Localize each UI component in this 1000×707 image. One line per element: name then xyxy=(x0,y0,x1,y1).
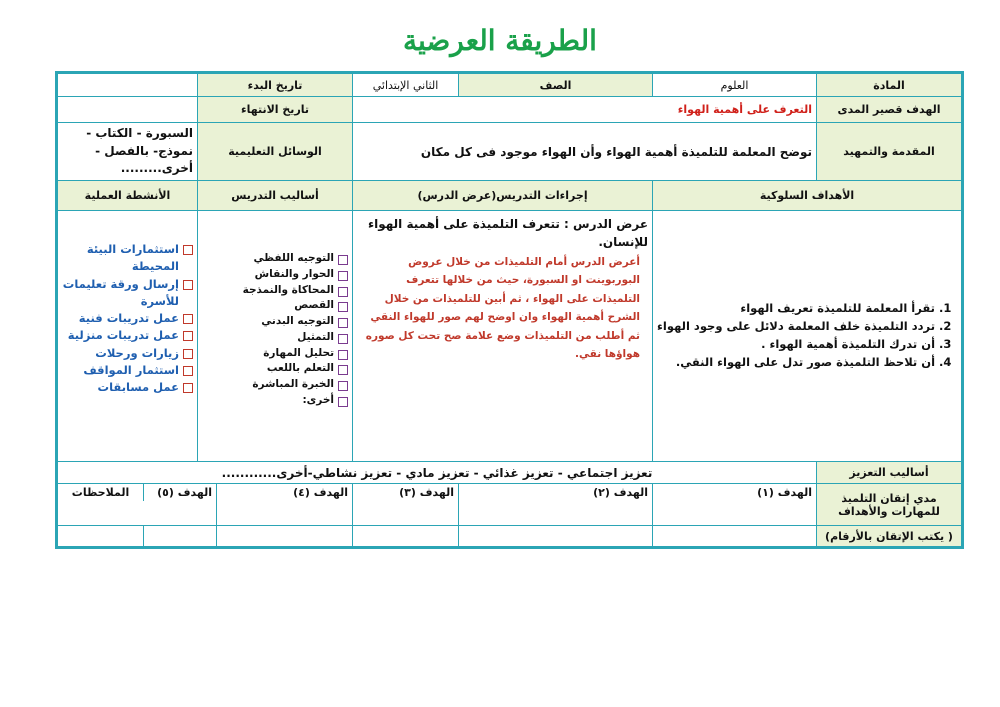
method-item[interactable]: المحاكاة والنمذجة xyxy=(202,283,348,299)
behavioral-goals-list xyxy=(657,300,957,371)
mastery-goal-4: الهدف (٤) xyxy=(217,484,353,526)
checkbox-icon[interactable] xyxy=(338,381,348,391)
methods-list xyxy=(202,251,348,409)
short-goal-value: التعرف على أهمية الهواء xyxy=(353,97,817,123)
methods-cell xyxy=(198,211,353,462)
checkbox-icon[interactable] xyxy=(338,302,348,312)
lesson-plan-table xyxy=(55,71,964,549)
checkbox-icon[interactable] xyxy=(338,397,348,407)
mastery-goal-5: الهدف (٥) xyxy=(143,484,216,501)
mastery-footer: ( يكتب الإتقان بالأرقام) xyxy=(817,526,963,548)
checkbox-icon[interactable] xyxy=(338,350,348,360)
goal-item: 4. أن تلاحظ التلميذة صور تدل على الهواء النقي. xyxy=(657,354,935,372)
mastery-cell[interactable] xyxy=(57,526,217,548)
end-date-label: تاريخ الانتهاء xyxy=(198,97,353,123)
goal-item: 2. تردد التلميذة خلف المعلمة دلائل على وجود الهواء xyxy=(657,318,935,336)
mastery-label: مدي إتقان التلميذ للمهارات والأهداف xyxy=(817,484,963,526)
intro-value: توضح المعلمة للتلميذة أهمية الهواء وأن الهواء موجود فى كل مكان xyxy=(353,123,817,181)
behavioral-goals-header: الأهداف السلوكية xyxy=(653,181,963,211)
checkbox-icon[interactable] xyxy=(338,318,348,328)
method-item[interactable]: الخبرة المباشرة xyxy=(202,377,348,393)
activities-list xyxy=(62,241,193,396)
mastery-goal-1: الهدف (١) xyxy=(653,484,817,526)
checkbox-icon[interactable] xyxy=(183,280,193,290)
activity-item[interactable]: عمل تدريبات فنية xyxy=(62,310,193,327)
activity-item[interactable]: عمل تدريبات منزلية xyxy=(62,327,193,344)
subject-label: المادة xyxy=(817,73,963,97)
checkbox-icon[interactable] xyxy=(338,271,348,281)
methods-header: أساليب التدريس xyxy=(198,181,353,211)
method-item[interactable]: التمثيل xyxy=(202,330,348,346)
method-item[interactable]: القصص xyxy=(202,298,348,314)
grade-value: الثاني الإبتدائي xyxy=(353,73,459,97)
method-item[interactable]: التوجيه اللفظي xyxy=(202,251,348,267)
mastery-cell[interactable] xyxy=(653,526,817,548)
checkbox-icon[interactable] xyxy=(183,331,193,341)
checkbox-icon[interactable] xyxy=(183,349,193,359)
checkbox-icon[interactable] xyxy=(183,245,193,255)
page-title: الطريقة العرضية xyxy=(403,24,597,57)
aids-value: السبورة - الكتاب - نموذج- بالفصل - أخرى......... xyxy=(57,123,198,181)
activity-item[interactable]: استثمارات البيئة المحيطة xyxy=(62,241,193,276)
checkbox-icon[interactable] xyxy=(183,383,193,393)
mastery-cell[interactable] xyxy=(353,526,459,548)
procedure-heading: عرض الدرس : تتعرف التلميذة على أهمية الهواء للإنسان. xyxy=(367,217,649,249)
mastery-goal-2: الهدف (٢) xyxy=(459,484,653,526)
procedure-body: أعرض الدرس أمام التلميذات من خلال عروض البوربوينت او السبورة، حيث من خلالها تتعرف التلميذات على الهواء ، ثم أبين للتلميذات من خلال الشرح أهمية الهواء وان اوضح لهم صور للهواء النقي ثم أطلب من التلميذات وضع علامة صح تحت كل صوره هواؤها نقي. xyxy=(365,256,641,360)
activities-cell xyxy=(57,211,198,462)
activity-item[interactable]: إرسال ورقة تعليمات للأسرة xyxy=(62,276,193,311)
procedures-cell xyxy=(353,211,653,462)
activity-item[interactable]: استثمار المواقف xyxy=(62,362,193,379)
end-date-value xyxy=(57,97,198,123)
method-item[interactable]: التعلم باللعب xyxy=(202,361,348,377)
checkbox-icon[interactable] xyxy=(338,334,348,344)
checkbox-icon[interactable] xyxy=(338,365,348,375)
checkbox-icon[interactable] xyxy=(338,287,348,297)
aids-label: الوسائل التعليمية xyxy=(198,123,353,181)
start-date-label: تاريخ البدء xyxy=(198,73,353,97)
goal-item: 1. تقرأ المعلمة للتلميذة تعريف الهواء xyxy=(657,300,935,318)
method-item[interactable]: الحوار والنقاش xyxy=(202,267,348,283)
checkbox-icon[interactable] xyxy=(183,366,193,376)
grade-label: الصف xyxy=(459,73,653,97)
mastery-cell-5[interactable] xyxy=(143,526,216,546)
method-item[interactable]: التوجيه البدني xyxy=(202,314,348,330)
activity-item[interactable]: زيارات ورحلات xyxy=(62,345,193,362)
goal-item: 3. أن تدرك التلميذة أهمية الهواء . xyxy=(657,336,935,354)
activity-item[interactable]: عمل مسابقات xyxy=(62,379,193,396)
notes-cell[interactable] xyxy=(58,526,143,546)
short-goal-label: الهدف قصير المدى xyxy=(817,97,963,123)
activities-header: الأنشطة العملية xyxy=(57,181,198,211)
intro-label: المقدمة والتمهيد xyxy=(817,123,963,181)
reinforcement-value: تعزيز اجتماعي - تعزيز غذائي - تعزيز مادي - تعزيز نشاطي-أخرى............ xyxy=(57,462,817,484)
mastery-cell[interactable] xyxy=(217,526,353,548)
subject-value: العلوم xyxy=(653,73,817,97)
reinforcement-label: أساليب التعزيز xyxy=(817,462,963,484)
method-item[interactable]: تحليل المهارة xyxy=(202,346,348,362)
behavioral-goals-cell xyxy=(653,211,963,462)
mastery-cell[interactable] xyxy=(459,526,653,548)
checkbox-icon[interactable] xyxy=(338,255,348,265)
mastery-goal-5-notes xyxy=(57,484,217,526)
start-date-value xyxy=(57,73,198,97)
checkbox-icon[interactable] xyxy=(183,314,193,324)
notes-label: الملاحظات xyxy=(71,486,130,499)
procedures-header: إجراءات التدريس(عرض الدرس) xyxy=(353,181,653,211)
mastery-goal-3: الهدف (٣) xyxy=(353,484,459,526)
method-item[interactable]: أخرى: xyxy=(202,393,348,409)
